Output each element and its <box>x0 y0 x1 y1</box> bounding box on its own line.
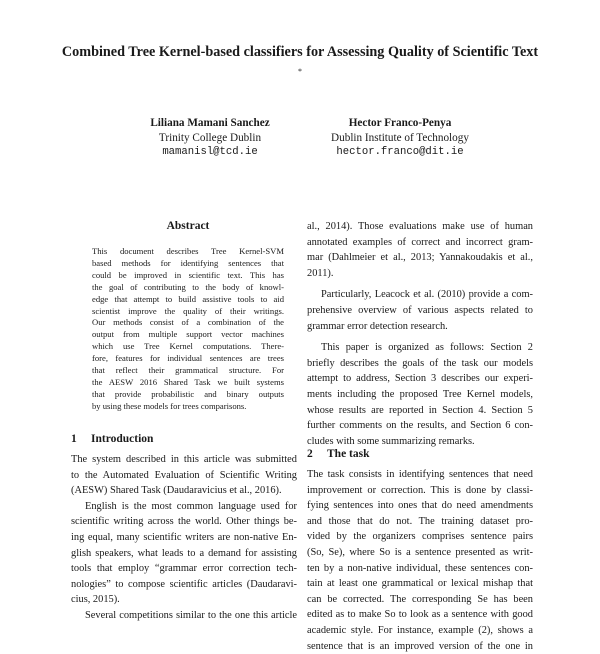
paper-title <box>60 43 540 86</box>
abstract-line: Our methods consist of a combination of the <box>92 317 284 328</box>
abstract-body <box>92 246 284 413</box>
abstract-heading: Abstract <box>166 220 210 232</box>
body-line: tools that employ “grammar error correction tech- <box>71 563 297 575</box>
body-line: English is the most common language used for <box>85 500 297 512</box>
body-line: fying sentences into ones that do need amendments <box>307 500 533 512</box>
section-title: Introduction <box>91 433 154 445</box>
body-line: cludes with some summarizing remarks. <box>307 435 475 447</box>
body-line: The system described in this article was submitted <box>71 454 297 465</box>
body-line: attempt to address, Section 3 describes our experi- <box>307 373 533 385</box>
introduction-body <box>71 452 297 624</box>
body-line: glish speakers, what leads to a demand for assisting <box>71 547 297 559</box>
body-line: to the Automated Evaluation of Scientific Writing <box>71 469 297 481</box>
author-name: Liliana Mamani Sanchez <box>150 117 270 129</box>
body-line: ten by a non-native individual, these sentences con- <box>307 562 533 574</box>
body-line: further comments on the results, and Section 6 con- <box>307 420 533 432</box>
abstract-line: the goal of contributing to the body of knowl- <box>92 281 284 292</box>
abstract-line: that provide probabilistic and binary outputs <box>92 388 284 399</box>
body-line: can be corrected. The corresponding Se has been <box>307 593 533 605</box>
abstract-line: could be improved in scientific text. This has <box>92 269 284 280</box>
author-block-2 <box>300 116 500 160</box>
section-heading-introduction <box>71 432 153 446</box>
abstract-line: the AESW 2016 Shared Task we built systems <box>92 376 284 387</box>
author-affiliation: Dublin Institute of Technology <box>331 131 469 144</box>
body-line: edited as to make So to look as a sentence with good <box>307 609 533 621</box>
body-line: academic style. For instance, example (2), shows a <box>307 624 533 636</box>
abstract-line: scientist improve the quality of their writings. <box>92 305 284 316</box>
author-name: Hector Franco-Penya <box>348 117 452 129</box>
body-line: sentence that is an improved version of the one in <box>307 640 533 652</box>
abstract-line: output from multiple support vector machines <box>92 329 284 340</box>
body-line: ments including the proposed Tree Kernel models, <box>307 388 533 400</box>
body-line: Particularly, Leacock et al. (2010) provide a com- <box>321 289 533 301</box>
body-line: whose results are reported in Section 4. Section 5 <box>307 404 533 416</box>
body-line: al., 2014). Those evaluations make use of human <box>307 221 533 232</box>
task-body <box>307 467 533 654</box>
abstract-line: that reflect their grammatical structure. For <box>92 365 284 376</box>
author-email: mamanisl@tcd.ie <box>162 146 258 158</box>
section-heading-task <box>307 447 370 461</box>
section-number: 1 <box>71 433 77 445</box>
body-line: prehensive overview of various aspects related to <box>307 304 533 316</box>
body-line: ing equal, many scientific writers are non-native En- <box>71 531 297 543</box>
body-line: (AESW) Shared Task (Daudaravicius et al., 2016). <box>71 485 282 497</box>
body-line: grammar error detection research. <box>307 320 448 332</box>
body-line: Several competitions similar to the one this article <box>85 609 297 621</box>
body-line: nologies” to compose scientific articles (Daudaravi- <box>71 578 297 590</box>
body-line: annotated examples of correct and incorrect gram- <box>307 236 533 248</box>
abstract-line: based methods for identifying sentences that <box>92 257 284 268</box>
section-number: 2 <box>307 448 313 460</box>
author-block-1 <box>110 116 310 160</box>
body-line: vided by the organizers comprises sentence pairs <box>307 531 533 543</box>
section-title: The task <box>327 448 370 460</box>
body-line: briefly describes the goals of the task our models <box>307 357 533 369</box>
abstract-line: edge that attempt to build assistive tools to aid <box>92 293 284 304</box>
body-line: mar (Dahlmeier et al., 2013; Yannakoudakis et al., <box>307 252 533 264</box>
body-line: improvement or correction. This is done by classi- <box>307 484 533 496</box>
right-column-body <box>307 219 533 449</box>
body-line: The task consists in identifying sentences that need <box>307 469 533 480</box>
title-footnote-mark: * <box>298 67 302 76</box>
abstract-line: by using these models for trees comparisons. <box>92 400 247 411</box>
body-line: scientific writing across the world. Other things be- <box>71 516 297 528</box>
body-line: (So, Se), where So is a sentence presented as writ- <box>307 546 533 558</box>
author-email: hector.franco@dit.ie <box>336 146 464 158</box>
body-line: This paper is organized as follows: Section 2 <box>321 342 533 354</box>
body-line: tain at least one grammatical or lexical mishap that <box>307 578 533 590</box>
body-line: 2011). <box>307 267 334 279</box>
body-line: cius, 2015). <box>71 594 120 606</box>
abstract-line: which use Tree Kernel computations. There- <box>92 341 284 352</box>
abstract-line: fore, features for individual sentences are trees <box>92 353 284 364</box>
abstract-line: This document describes Tree Kernel-SVM <box>92 246 284 256</box>
paper-title-text: Combined Tree Kernel-based classifiers for Assessing Quality of Scientific Text <box>61 44 539 60</box>
author-affiliation: Trinity College Dublin <box>158 131 262 144</box>
body-line: and those that do not. The training dataset pro- <box>307 515 533 527</box>
